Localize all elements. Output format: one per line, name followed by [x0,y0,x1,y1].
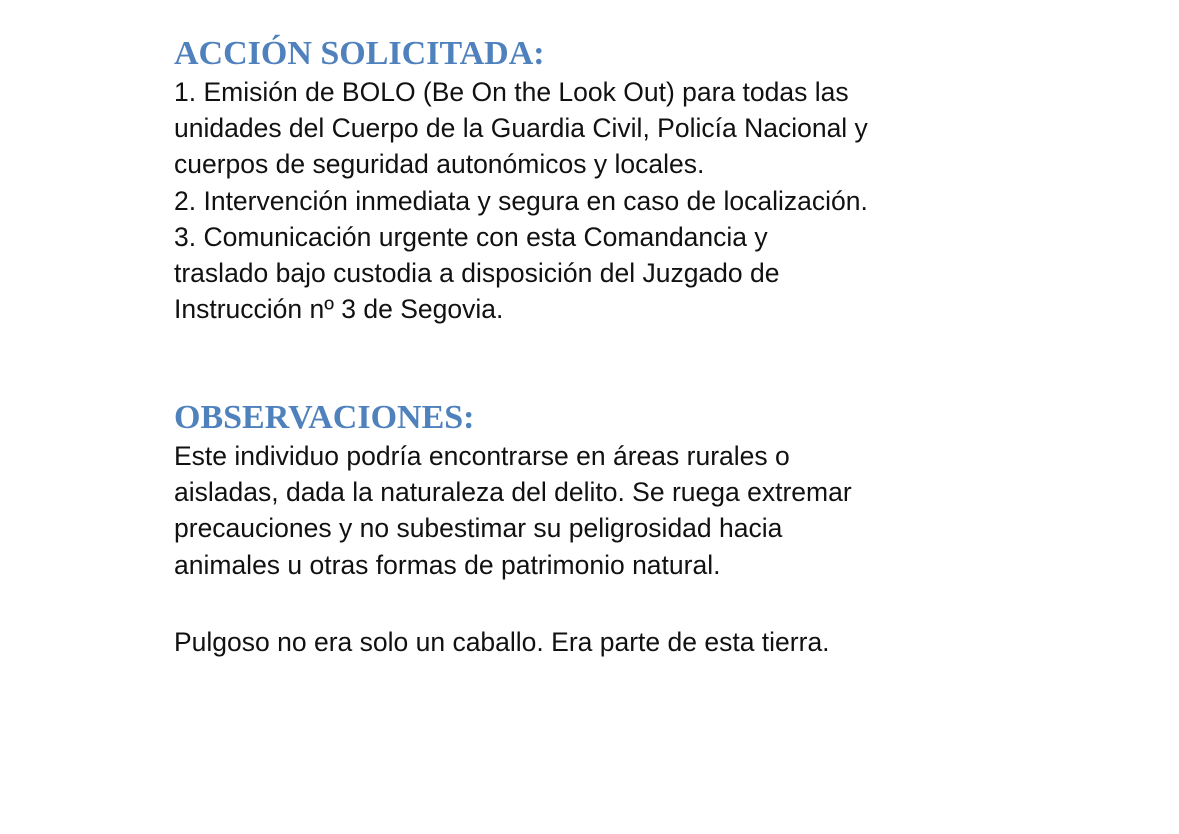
section-heading-observaciones: OBSERVACIONES: [174,399,475,436]
body-line: animales u otras formas de patrimonio natural. [174,549,721,580]
body-line: aisladas, dada la naturaleza del delito. Se ruega extremar [174,477,852,508]
body-line: 3. Comunicación urgente con esta Comandancia y [174,221,768,252]
body-line: 1. Emisión de BOLO (Be On the Look Out) para todas las [174,77,849,107]
body-line: 2. Intervención inmediata y segura en caso de localización. [174,185,868,216]
section-observaciones [174,398,1034,583]
body-line: traslado bajo custodia a disposición del Juzgado de [174,258,780,289]
document-page [174,34,1034,657]
body-line: unidades del Cuerpo de la Guardia Civil, Policía Nacional y [174,113,868,144]
closing-statement: Pulgoso no era solo un caballo. Era parte de esta tierra. [174,627,830,657]
body-line: Este individuo podría encontrarse en áreas rurales o [174,441,790,471]
section-heading-accion: ACCIÓN SOLICITADA: [174,35,545,72]
section-accion-solicitada [174,34,1034,327]
body-line: Instrucción nº 3 de Segovia. [174,294,504,325]
body-line: cuerpos de seguridad autonómicos y locales. [174,149,705,180]
body-line: precauciones y no subestimar su peligrosidad hacia [174,513,783,544]
